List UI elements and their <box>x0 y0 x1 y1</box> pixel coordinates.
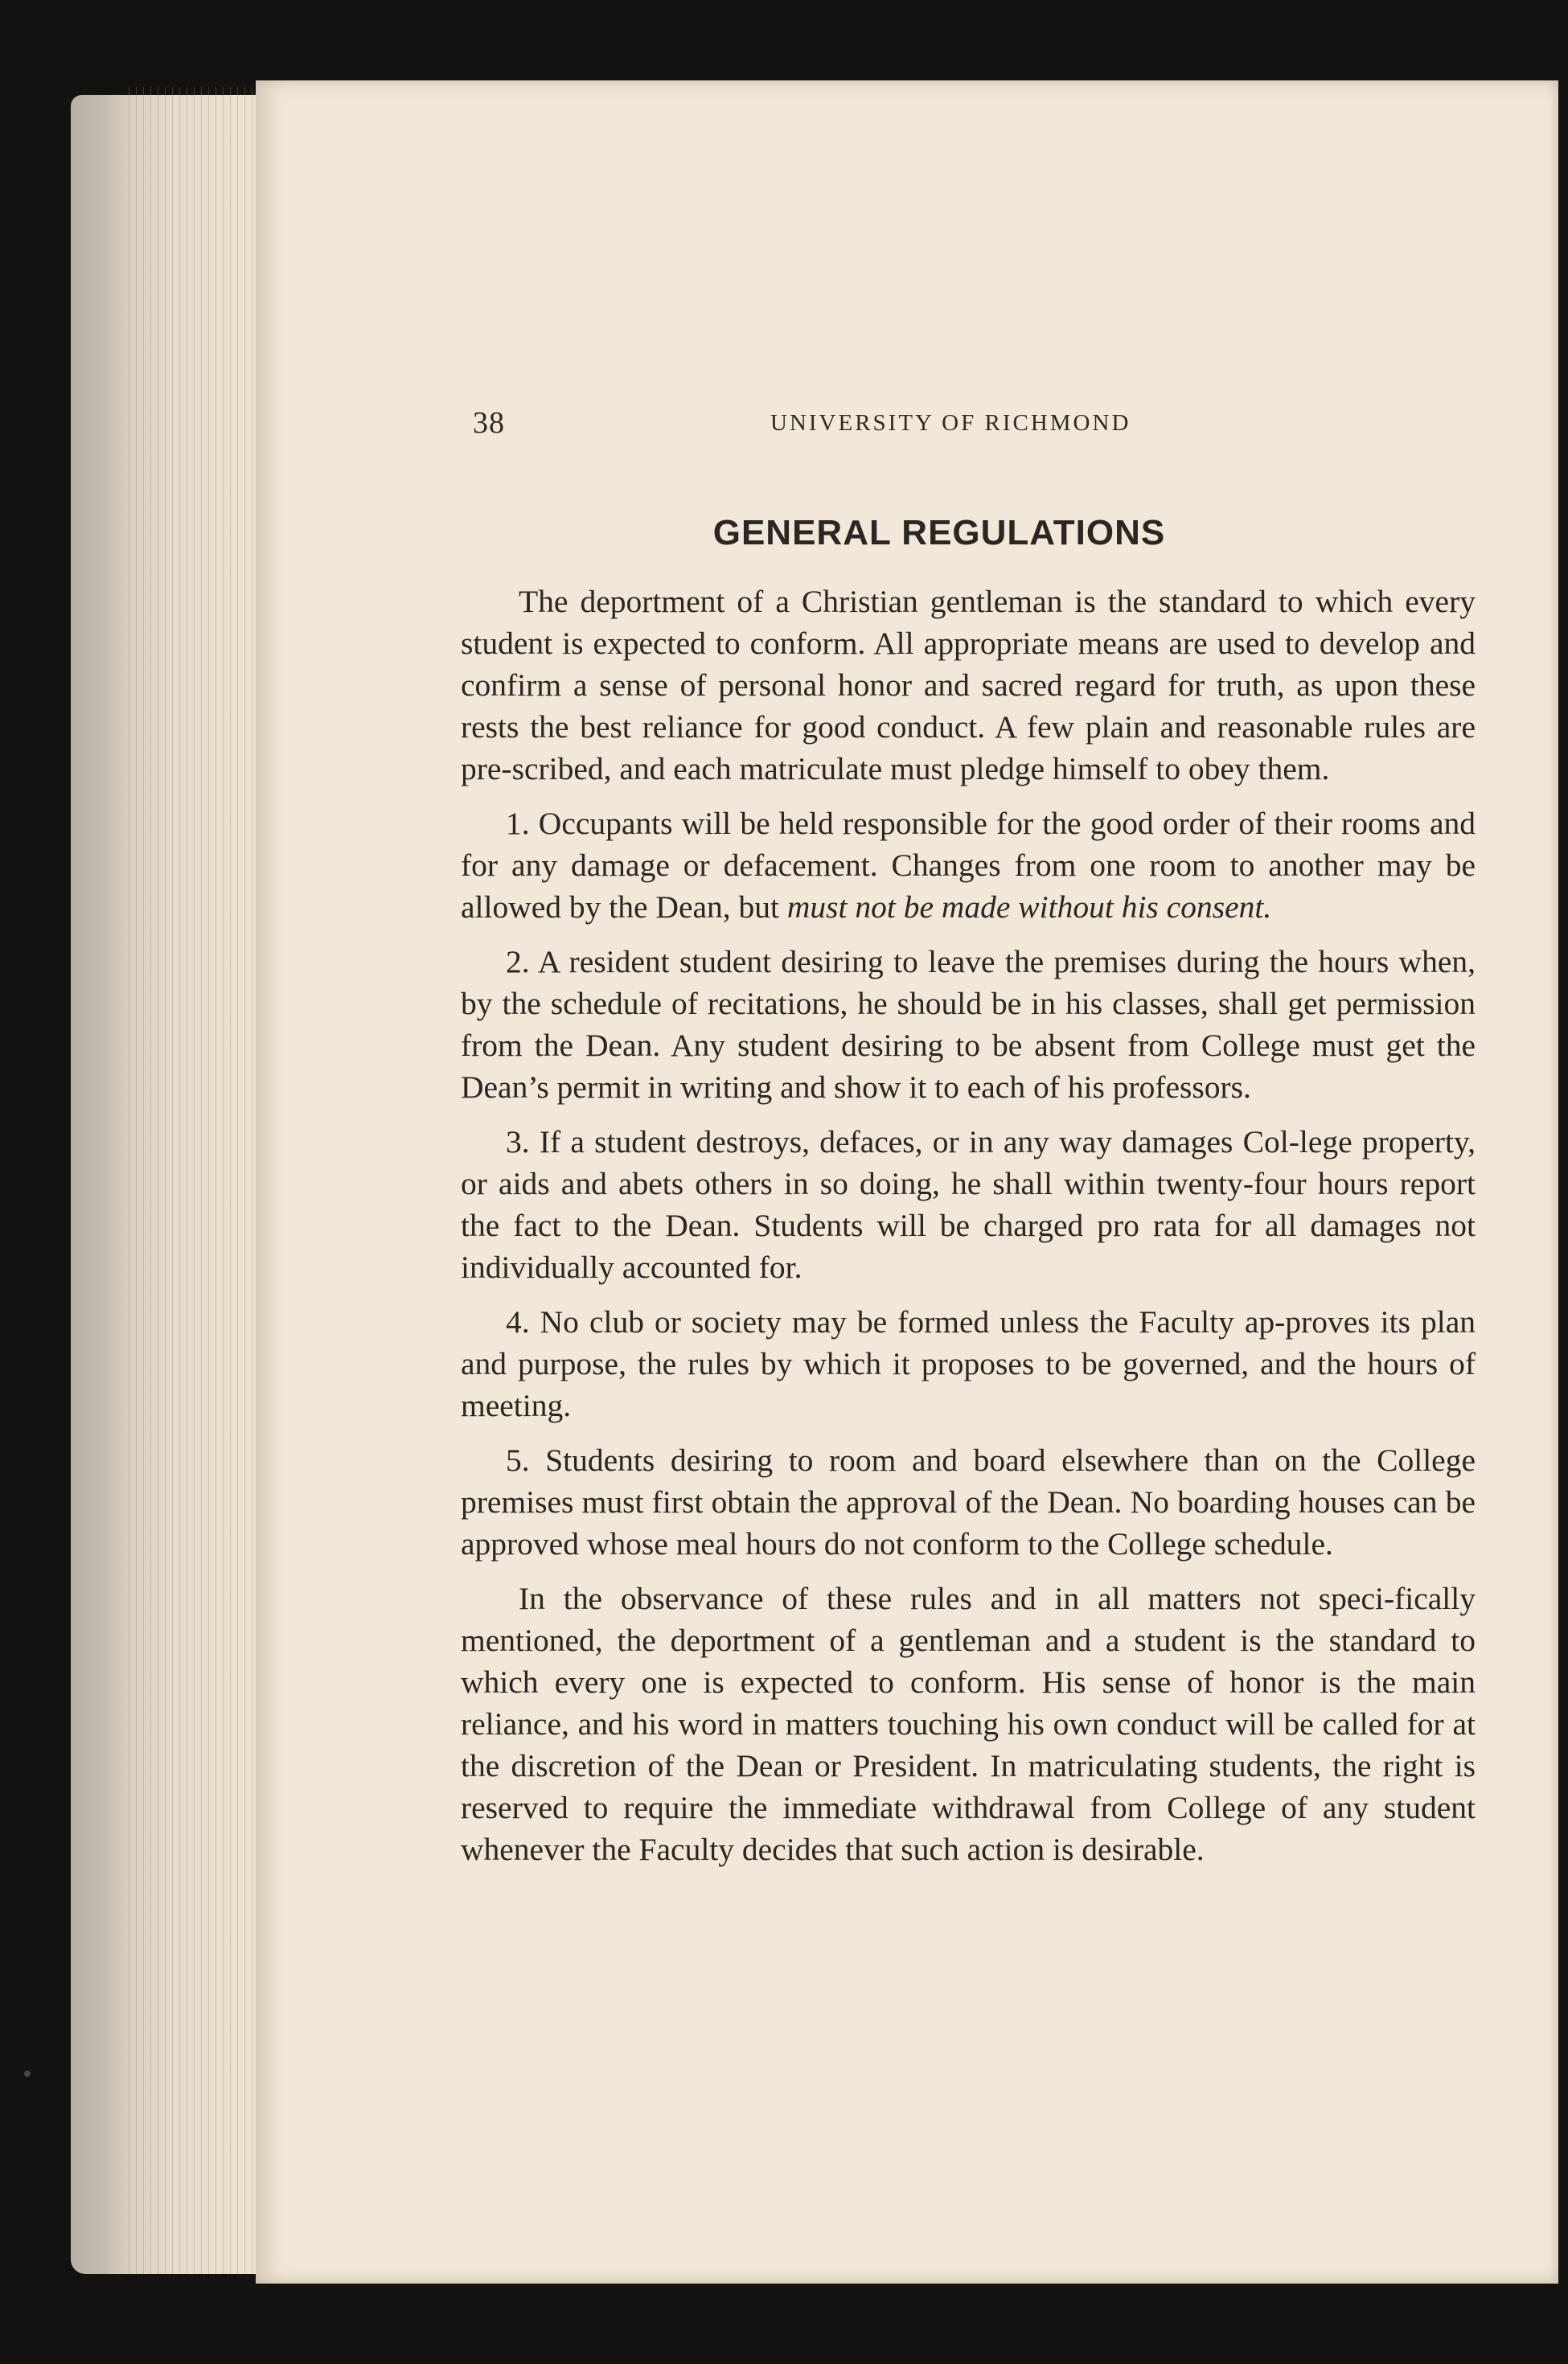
book-page <box>256 80 1558 2284</box>
intro-paragraph: The deportment of a Christian gentleman is the standard to which every student is expected to conform. All appropriate means are used to develop and confirm a sense of personal honor and sacred regard for truth, as upon these rests the best reliance for good conduct. A few plain and reasonable rules are pre-scribed, and each matriculate must pledge himself to obey them. <box>461 584 1476 786</box>
running-head: UNIVERSITY OF RICHMOND <box>770 410 1131 436</box>
closing-paragraph: In the observance of these rules and in all matters not speci-fically mentioned, the deportment of a gentleman and a student is the standard to which every one is expected to conform. His sense of honor is the main reliance, and his word in matters touching his own conduct will be called for at the discretion of the Dean or President. In matriculating students, the right is reserved to require the immediate withdrawal from College of any student whenever the Faculty decides that such action is desirable. <box>461 1581 1476 1867</box>
page-edge-lines <box>129 87 265 2274</box>
rule-2: 2. A resident student desiring to leave the premises during the hours when, by the schedule of recitations, he should be in his classes, shall get permission from the Dean. Any student desiring to be absent from College must get the Dean’s permit in writing and show it to each of his professors. <box>461 944 1476 1105</box>
rule-1-text: 1. Occupants will be held responsible for the good order of their rooms and for any damage or defacement. Changes from one room to another may be allowed by the Dean, but <box>461 806 1476 925</box>
rule-3: 3. If a student destroys, defaces, or in any way damages Col-lege property, or aids and abets others in so doing, he shall within twenty-four hours report the fact to the Dean. Students will be charged pro rata for all damages not individually accounted for. <box>461 1124 1476 1285</box>
page-header <box>256 405 1558 445</box>
rule-4: 4. No club or society may be formed unless the Faculty ap-proves its plan and purpose, the rules by which it proposes to be governed, and the hours of meeting. <box>461 1304 1476 1423</box>
body-text <box>461 581 1476 1883</box>
section-title: GENERAL REGULATIONS <box>712 513 1166 552</box>
page-number: 38 <box>473 406 505 440</box>
rule-1 <box>461 802 1476 928</box>
rule-5: 5. Students desiring to room and board elsewhere than on the College premises must first obtain the approval of the Dean. No boarding houses can be approved whose meal hours do not conform to the College schedule. <box>461 1443 1476 1562</box>
dust-speck <box>24 2071 31 2077</box>
rule-1-emphasis: must not be made without his consent. <box>786 889 1272 925</box>
